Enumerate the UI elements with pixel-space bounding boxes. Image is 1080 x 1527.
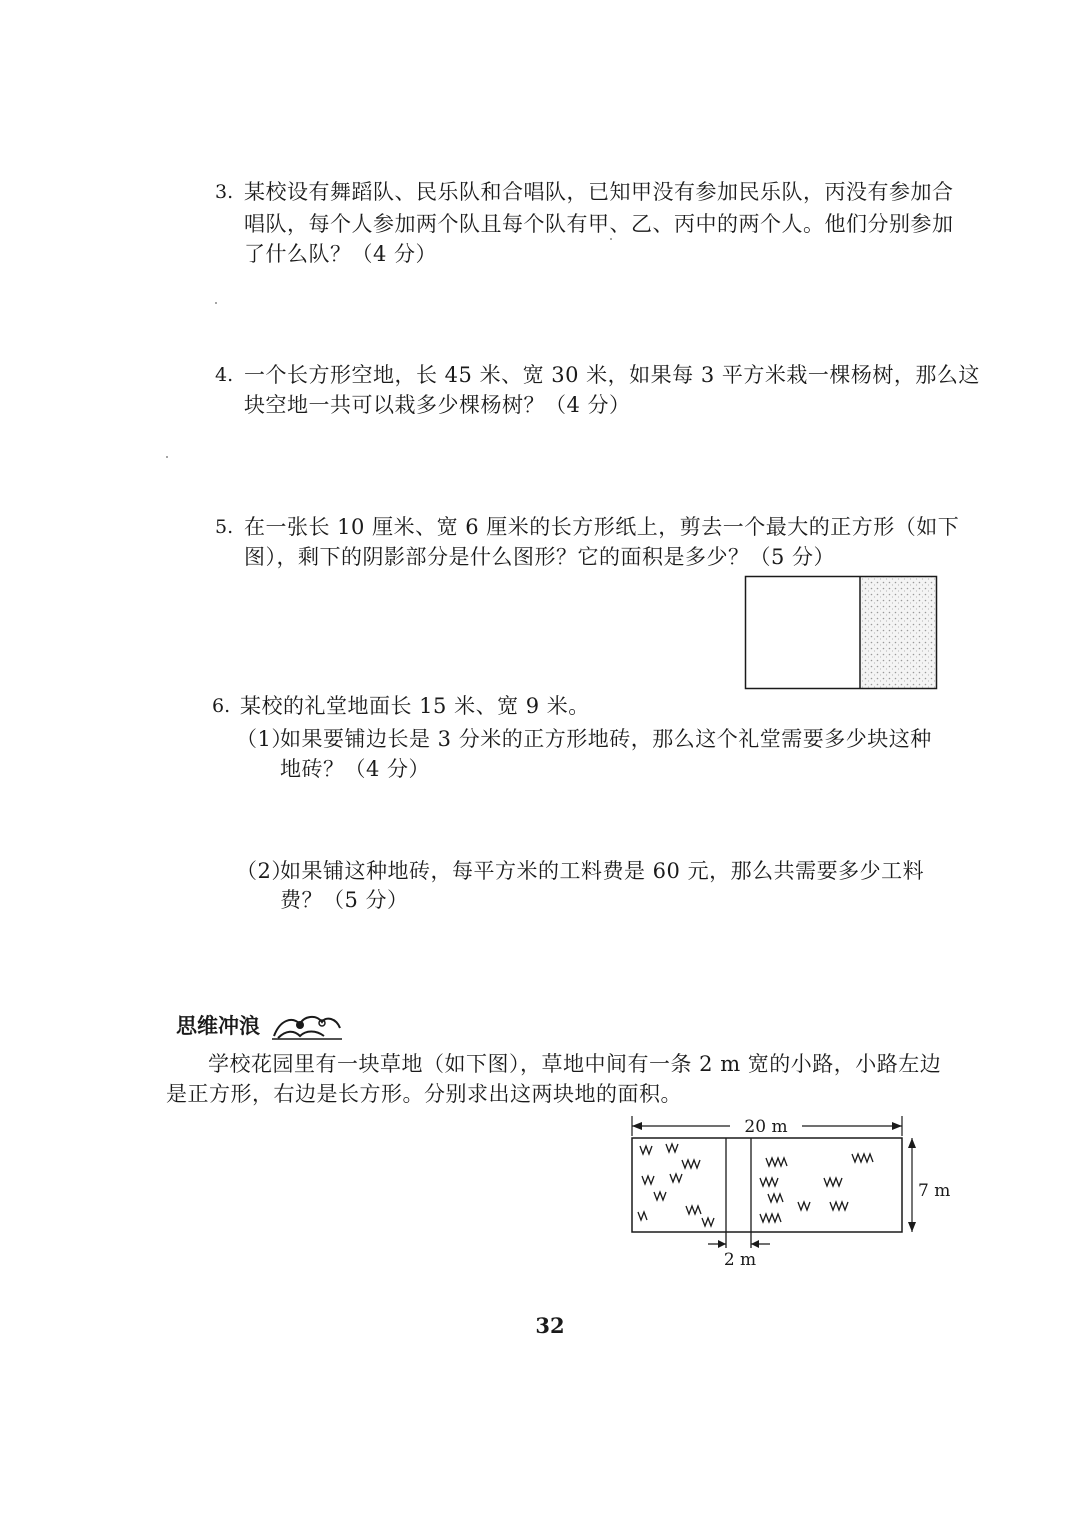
q6-sub1-label: （1） <box>236 727 293 751</box>
arrow-up-icon <box>908 1138 916 1148</box>
wave-icon <box>270 1008 344 1042</box>
q5-line-2: 图），剩下的阴影部分是什么图形？它的面积是多少？（5 分） <box>244 545 836 569</box>
q6-number: 6. <box>212 695 231 717</box>
bonus-line-2: 是正方形，右边是长方形。分别求出这两块地的面积。 <box>166 1082 682 1106</box>
q3-number: 3. <box>215 181 234 203</box>
path-width-label: 2 m <box>723 1250 757 1270</box>
height-label: 7 m <box>918 1181 951 1201</box>
q3-line-2: 唱队，每个人参加两个队且每个队有甲、乙、丙中的两个人。他们分别参加 <box>244 212 954 236</box>
arrow-path-right-icon <box>751 1240 759 1248</box>
bonus-section-title: 思维冲浪 <box>176 1013 260 1038</box>
arrow-path-left-icon <box>718 1240 726 1248</box>
q4-line-1: 一个长方形空地，长 45 米、宽 30 米，如果每 3 平方米栽一棵杨树，那么这 <box>244 363 980 387</box>
q3-line-1: 某校设有舞蹈队、民乐队和合唱队，已知甲没有参加民乐队，丙没有参加合 <box>244 180 954 204</box>
grass-left <box>638 1144 714 1226</box>
bonus-line-1: 学校花园里有一块草地（如下图），草地中间有一条 2 m 宽的小路，小路左边 <box>208 1052 942 1076</box>
q6-sub2-label: （2） <box>236 859 293 883</box>
q6-sub1-line-1: 如果要铺边长是 3 分米的正方形地砖，那么这个礼堂需要多少块这种 <box>280 727 932 751</box>
scan-speck <box>215 302 217 304</box>
q6-intro: 某校的礼堂地面长 15 米、宽 9 米。 <box>240 694 590 718</box>
q5-line-1: 在一张长 10 厘米、宽 6 厘米的长方形纸上，剪去一个最大的正方形（如下 <box>244 515 960 539</box>
grass-right <box>760 1154 873 1222</box>
q4-number: 4. <box>215 364 234 386</box>
q6-sub2-line-1: 如果铺这种地砖，每平方米的工料费是 60 元，那么共需要多少工料 <box>280 859 925 883</box>
q6-sub1-line-2: 地砖？（4 分） <box>280 757 431 781</box>
q3-line-3: 了什么队？（4 分） <box>244 242 438 266</box>
q4-line-2: 块空地一共可以栽多少棵杨树？（4 分） <box>244 393 631 417</box>
q5-shaded-remainder <box>860 577 936 688</box>
q5-number: 5. <box>215 516 234 538</box>
arrow-right-icon <box>892 1122 902 1130</box>
arrow-left-icon <box>632 1122 642 1130</box>
q6-sub2-line-2: 费？（5 分） <box>280 888 409 912</box>
scan-speck <box>610 238 612 240</box>
arrow-down-icon <box>908 1222 916 1232</box>
q5-rectangle-figure <box>744 575 940 691</box>
page-number: 32 <box>535 1313 565 1338</box>
total-width-label: 20 m <box>744 1117 788 1137</box>
lawn-figure <box>620 1110 951 1270</box>
scan-speck <box>166 456 168 458</box>
